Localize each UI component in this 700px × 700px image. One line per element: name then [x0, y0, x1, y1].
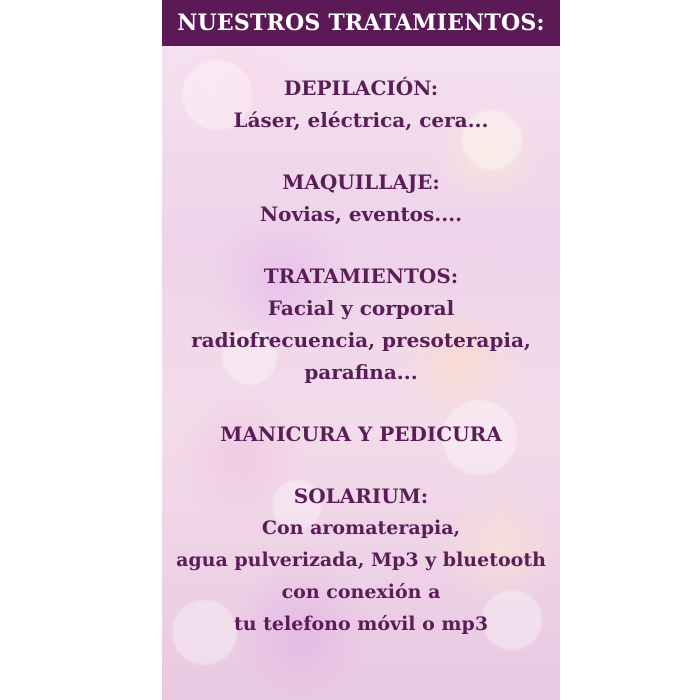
section-line: parafina...	[304, 360, 418, 384]
section-line: con conexión a	[281, 581, 441, 603]
section-manicura	[162, 418, 560, 450]
section-solarium	[162, 480, 560, 640]
page-title: NUESTROS TRATAMIENTOS:	[177, 10, 545, 36]
section-line: agua pulverizada, Mp3 y bluetooth	[176, 549, 546, 571]
section-line: Láser, eléctrica, cera...	[233, 108, 489, 132]
section-line: Novias, eventos....	[259, 202, 463, 226]
section-title: MANICURA Y PEDICURA	[220, 422, 502, 446]
header-banner	[162, 0, 560, 46]
treatments-list	[162, 72, 560, 640]
section-line: Con aromaterapia,	[261, 517, 461, 539]
section-depilacion	[162, 72, 560, 136]
section-title: TRATAMIENTOS:	[263, 264, 459, 288]
section-title: DEPILACIÓN:	[283, 76, 439, 100]
section-maquillaje	[162, 166, 560, 230]
section-line: Facial y corporal	[267, 296, 455, 320]
treatments-poster	[162, 0, 560, 700]
section-title: SOLARIUM:	[293, 484, 429, 508]
section-tratamientos	[162, 260, 560, 388]
section-title: MAQUILLAJE:	[282, 170, 440, 194]
section-line: tu telefono móvil o mp3	[233, 613, 489, 635]
section-line: radiofrecuencia, presoterapia,	[191, 328, 531, 352]
